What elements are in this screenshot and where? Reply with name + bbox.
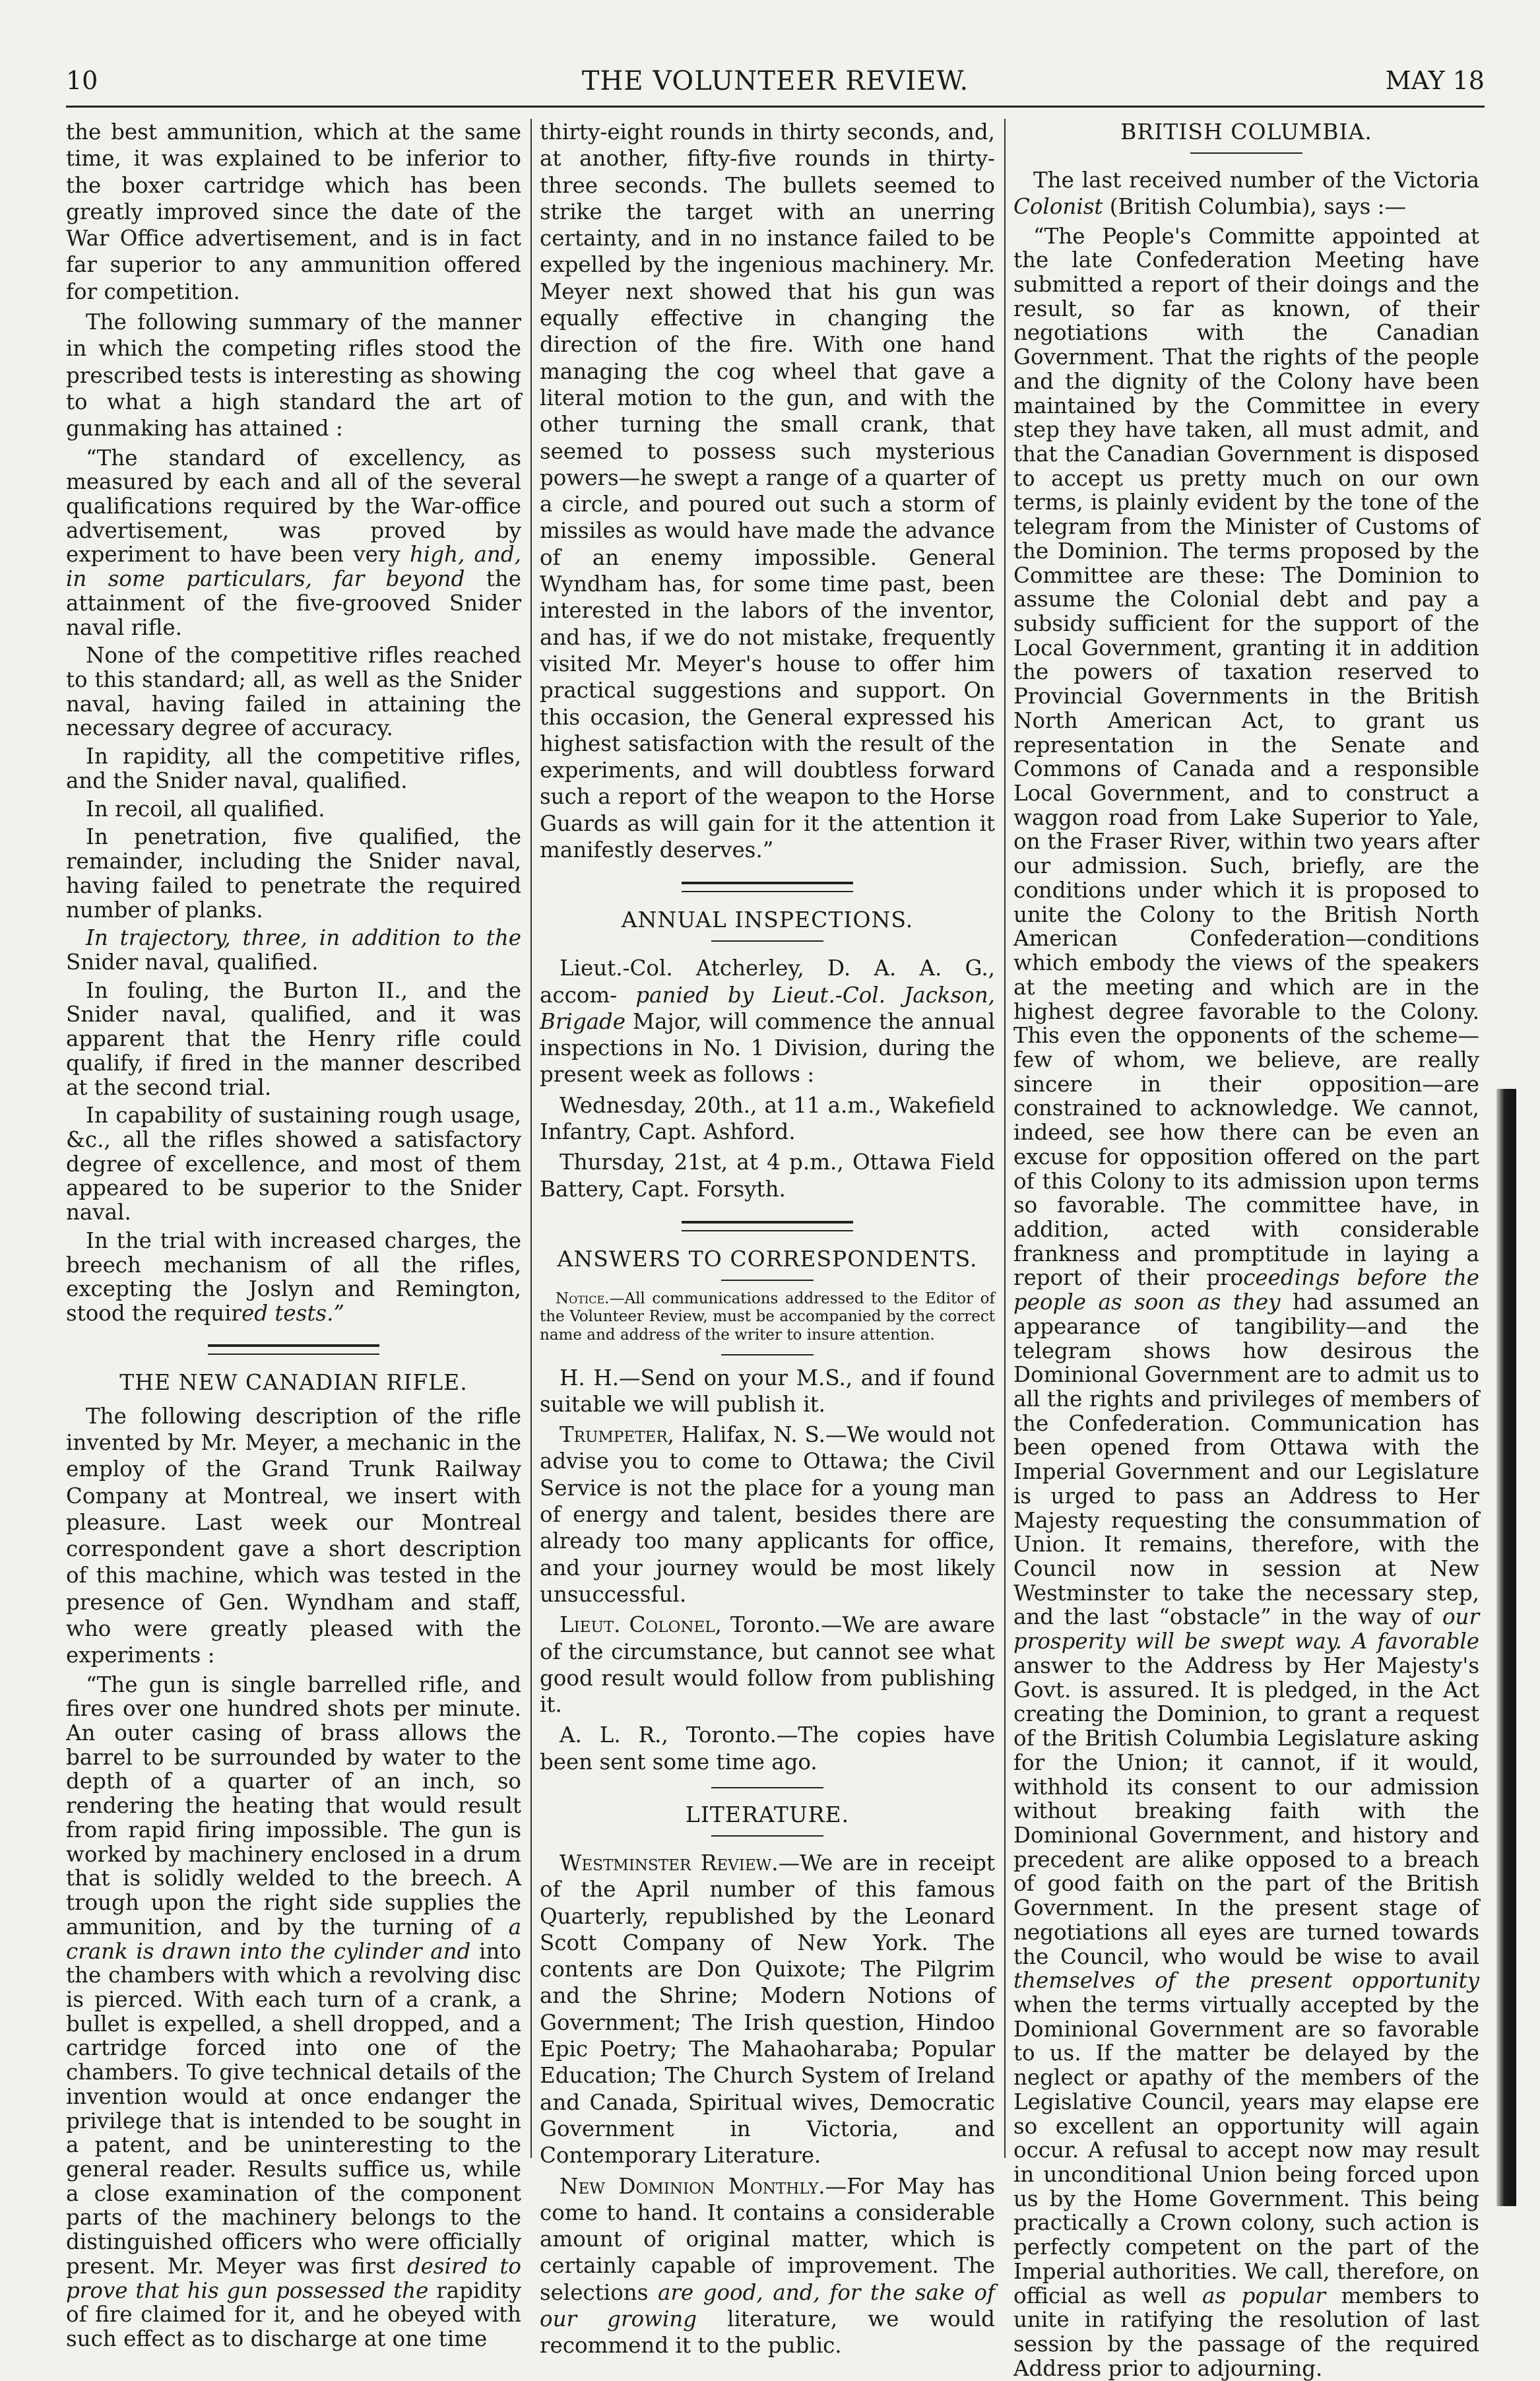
answer-text: H. H.—Send on your M.S., and if found suitable we will publish it. [540, 1365, 995, 1417]
quote-paragraph [66, 1673, 521, 2351]
column-3 [1013, 119, 1480, 2381]
italic-run: ceedings before the people as soon as they [1013, 1265, 1480, 1315]
quote-paragraph [66, 926, 521, 974]
heading-rule [1190, 152, 1302, 154]
newspaper-title: THE VOLUNTEER REVIEW. [581, 66, 969, 96]
column-1 [66, 119, 521, 2351]
text-run: the attainment of the five-grooved Snider naval rifle. [66, 566, 521, 640]
italic-run: In trajectory, three, in addition to the [86, 925, 521, 951]
issue-date: MAY 18 [1385, 66, 1485, 95]
text-run: “The standard of excellency, as measured by each and all of the several qualifications required by the War-office advertisement, was proved by experiment to have been very [66, 445, 521, 568]
italic-run: as popular [1202, 2283, 1326, 2308]
text-run: had assumed an appearance of tangibility—and the telegram shows how desirous the Dominional Government are to admit us to all the rights and privileges of members of the Confederation. Communication has been opened from Ottawa with the Imperial Government and our Legislature is urged to pass an Address to Her Majesty requesting the consummation of Union. It remains, therefore, with the Council now in session at New Westminster to take the necessary step, and the last “obstacle” in the way of [1013, 1289, 1479, 1630]
section-separator [682, 882, 853, 892]
heading-rule [721, 1354, 814, 1355]
quote-paragraph: In recoil, all qualified. [86, 796, 325, 822]
text-run: answer to the Address by Her Majesty's Govt. is assured. It is pledged, in the Act creating the Dominion, to grant a request of the British Columbia Legislature asking for the Union; it cannot, if it would, withhold its consent to our admission without breaking faith with the Dominional Government, and history and precedent are alike opposed to a breach of good faith on the part of the British Government. In the present stage of negotiations all eyes are turned towards the Council, who would be wise to avail [1013, 1652, 1479, 1969]
quoted-description [66, 1673, 521, 2351]
heading-rule [711, 1835, 823, 1837]
column-2 [540, 119, 996, 2359]
column-divider-1 [530, 119, 532, 2158]
article-text: The following summary of the manner in which the competing rifles stood the prescribed tests is interesting as showing to what a high standard the art of gunmaking has attained : [66, 310, 521, 441]
italic-run: Colonist [1013, 194, 1103, 220]
text-run: rapidity of fire claimed for it, and he obeyed with such effect as to discharge at one time [66, 2277, 521, 2351]
quote-paragraph: In capability of sustaining rough usage, &c., all the rifles showed a satisfactory degree of excellence, and most of them appeared to be superior to the Snider naval. [66, 1103, 521, 1225]
quote-paragraph: In fouling, the Burton II., and the Snider naval, qualified, and it was apparent that the Henry rifle could qualify, if fired in the manner described at the second trial. [66, 977, 521, 1100]
text-run: The last received number of the Victoria [1033, 167, 1479, 193]
italic-run: a crank is drawn into the cylinder and [66, 1914, 521, 1964]
text-run: —For May has come to hand. It contains a considerable amount of original matter, which is certainly capable of improvement. The selections [540, 2173, 995, 2305]
heading-rule [711, 940, 823, 942]
article-text [1013, 167, 1479, 220]
article-text: thirty-eight rounds in thirty seconds, and, at another, fifty-five rounds in thirty-three seconds. The bullets seemed to strike the target with an unerring certainty, and in no instance failed to be expelled by the ingenious machinery. Mr. Meyer next showed that his gun was equally effective in changing the direction of the fire. With one hand managing the cog wheel that gave a literal motion to the gun, and with the other turning the small crank, that seemed to possess such mysterious powers—he swept a range of a quarter of a circle, and poured out such a storm of missiles as would have made the advance of an enemy impossible. General Wyndham has, for some time past, been interested in the labors of the inventor, and has, if we do not mistake, frequently visited Mr. Meyer's house to offer him practical suggestions and support. On this occasion, the General expressed his highest satisfaction with the result of the experiments, and will doubtless forward such a report of the weapon to the Horse Guards as will gain for it the attention it manifestly deserves.” [540, 119, 995, 863]
literature-text [540, 2173, 995, 2359]
italic-run: high, and, in some particulars, far beyond [66, 542, 521, 592]
article-text: Thursday, 21st, at 4 p.m., Ottawa Field Battery, Capt. Forsyth. [540, 1150, 995, 1202]
italic-run: themselves of the present opportunity [1013, 1968, 1479, 1994]
page-header [66, 66, 1485, 108]
text-run: members to unite in ratifying the resolution of last session by the passage of the required Address prior to adjourning. [1013, 2283, 1479, 2381]
notice-text [540, 1290, 995, 1345]
scan-edge-shadow [1496, 1089, 1516, 2206]
quoted-report [66, 446, 521, 1326]
italic-run: desired to prove that his gun possessed the [66, 2253, 521, 2303]
quote-paragraph [66, 446, 521, 640]
text-run: literature, we would recommend it to the public. [540, 2306, 995, 2359]
answer-label: Lieut. Colonel, [560, 1612, 722, 1638]
text-run: Snider naval, qualified. [66, 949, 319, 975]
article-text: the best ammunition, which at the same time, it was explained to be inferior to the boxer cartridge which has been greatly improved since the date of the War Office advertisement, and is in fact far superior to any ammunition offered for competition. [66, 119, 521, 304]
article-text: The following description of the rifle invented by Mr. Meyer, a mechanic in the employ of the Grand Trunk Railway Company at Montreal, we insert with pleasure. Last week our Montreal correspondent gave a short description of this machine, which was tested in the presence of Gen. Wyndham and staff, who were greatly pleased with the experiments : [66, 1403, 521, 1668]
literature-text [540, 1850, 995, 2169]
italic-run: are good, and, for the sake of our growing [540, 2279, 995, 2332]
answer-text [540, 1612, 995, 1718]
answer-label: Trumpeter, [560, 1422, 674, 1448]
text-run: —All communications addressed to the Editor of the Volunteer Review, must be accompanied by the correct name and address of the writer to insure attention. [540, 1289, 995, 1344]
article-text: Wednesday, 20th., at 11 a.m., Wakefield Infantry, Capt. Ashford. [540, 1092, 995, 1144]
text-run: “The gun is single barrelled rifle, and fires over one hundred shots per minute. An outer casing of brass allows the barrel to be surrounded by water to the depth of a quarter of an inch, so rendering the heating that would result from rapid firing impossible. The gun is worked by machinery enclosed in a drum that is solidly welded to the breech. A trough upon the right side supplies the ammunition, and by the turning of [66, 1672, 521, 1940]
text-run: into the chambers with which a revolving disc is pierced. With each turn of a crank, a bullet is expelled, a shell dropped, and a cartridge forced into one of the chambers. To give technical details of the invention would at once endanger the privilege that is intended to be sought in a patent, and be uninteresting to the general reader. Results suffice us, while a close examination of the component parts of the machinery belongs to the distinguished officers who were officially present. Mr. Meyer was first [66, 1938, 521, 2279]
section-separator [682, 1221, 853, 1231]
heading-rule [721, 1280, 814, 1281]
publication-label: Westminster Review. [560, 1850, 779, 1875]
italic-run: our prosperity will be swept way. A favorable [1013, 1604, 1479, 1654]
text-run: when the terms virtually accepted by the Dominional Government are so favorable to us. If the matter be delayed by the neglect or apathy of the members of the Legislative Council, years may elapse ere so excellent an opportunity will again occur. A refusal to accept now may result in unconditional Union being forced upon us by the Home Government. This being practically a Crown colony, such action is perfectly competent on the part of the Imperial authorities. We call, therefore, on official as well [1013, 1992, 1479, 2308]
page-number: 10 [66, 66, 98, 95]
article-text [540, 955, 995, 1088]
text-run: “The People's Committe appointed at the late Confederation Meeting have submitted a report of their doings and the result, so far as known, of their negotiations with the Canadian Government. That the rights of the people and the dignity of the Colony have been maintained by the Committee in every step they have taken, all must admit, and that the Canadian Government is disposed to accept us pretty much on our own terms, is plainly evident by the tone of the telegram from the Minister of Customs of the Dominion. The terms proposed by the Committee are these: The Dominion to assume the Colonial debt and pay a subsidy sufficient for the support of the Local Government, granting it in addition the powers of taxation reserved to Provincial Governments in the British North American Act, to grant us representation in the Senate and Commons of Canada and a responsible Local Government, and to construct a waggon road from Lake Superior to Yale, on the Fraser River, within two years after our admission. Such, briefly, are the conditions under which it is proposed to unite the Colony to the British North American Confederation—conditions which embody the views of the speakers at the meeting and which are in the highest degree favorable to the Colony. This even the opponents of the scheme—few of whom, we believe, are really sincere in their opposition—are constrained to acknowledge. We cannot, indeed, see how there can be even an excuse for opposition offered on the part of this Colony to its admission upon terms so favorable. The committee have, in addition, acted with considerable frankness and promptitude in laying a report of their pro [1013, 223, 1479, 1291]
text-run: Major, will commence the annual inspections in No. 1 Division, during the present week as follows : [540, 1008, 995, 1088]
text-run: Lieut.-Col. Atcherley, D. A. A. G., accom- [540, 956, 995, 1008]
quote-paragraph: In penetration, five qualified, the remainder, including the Snider naval, having failed to penetrate the required number of planks. [66, 824, 521, 923]
text-run: Toronto.—We are aware of the circumstance, but cannot see what good result would follow from publishing it. [540, 1612, 996, 1718]
quote-paragraph [66, 1229, 521, 1326]
text-run: In the trial with increased charges, the breech mechanism of all the rifles, excepting the Joslyn and Remington, stood the requir [66, 1227, 521, 1326]
section-heading: BRITISH COLUMBIA. [1120, 119, 1372, 145]
text-run: —We are in receipt of the April number of this famous Quarterly, republished by the Leonard Scott Company of New York. The contents are Don Quixote; The Pilgrim and the Shrine; Modern Notions of Government; The Irish question, Hindoo Epic Poetry; The Mahaoharaba; Popular Education; The Church System of Ireland and Canada, Spiritual wives, Democratic Government in Victoria, and Contemporary Literature. [540, 1850, 995, 2169]
section-separator [208, 1344, 379, 1355]
text-run: Halifax, N. S.—We would not advise you to come to Ottawa; the Civil Service is not the place for a young man of energy and talent, besides there are already too many applicants for office, and your journey would be most likely unsuccessful. [540, 1422, 995, 1607]
column-divider-2 [1004, 119, 1006, 2158]
section-separator [711, 1787, 823, 1788]
text-run: (British Columbia), says :— [1103, 194, 1407, 220]
quoted-article [1013, 224, 1479, 2381]
answer-text [540, 1421, 995, 1608]
section-heading: ANSWERS TO CORRESPONDENTS. [557, 1245, 978, 1272]
answer-text: A. L. R., Toronto.—The copies have been sent some time ago. [540, 1722, 995, 1775]
section-heading: ANNUAL INSPECTIONS. [621, 907, 914, 933]
quote-paragraph: None of the competitive rifles reached to this standard; all, as well as the Snider naval, having failed in attaining the necessary degree of accuracy. [66, 643, 521, 741]
section-heading: LITERATURE. [685, 1802, 850, 1828]
italic-run: panied by Lieut.-Col. Jackson, Brigade [540, 982, 995, 1034]
section-heading: THE NEW CANADIAN RIFLE. [119, 1369, 468, 1395]
notice-label: Notice. [556, 1289, 610, 1307]
italic-run: ed tests.” [241, 1301, 345, 1326]
publication-label: New Dominion Monthly. [560, 2173, 825, 2199]
quote-paragraph [1013, 224, 1479, 2381]
quote-paragraph: In rapidity, all the competitive rifles, and the Snider naval, qualified. [66, 744, 521, 793]
